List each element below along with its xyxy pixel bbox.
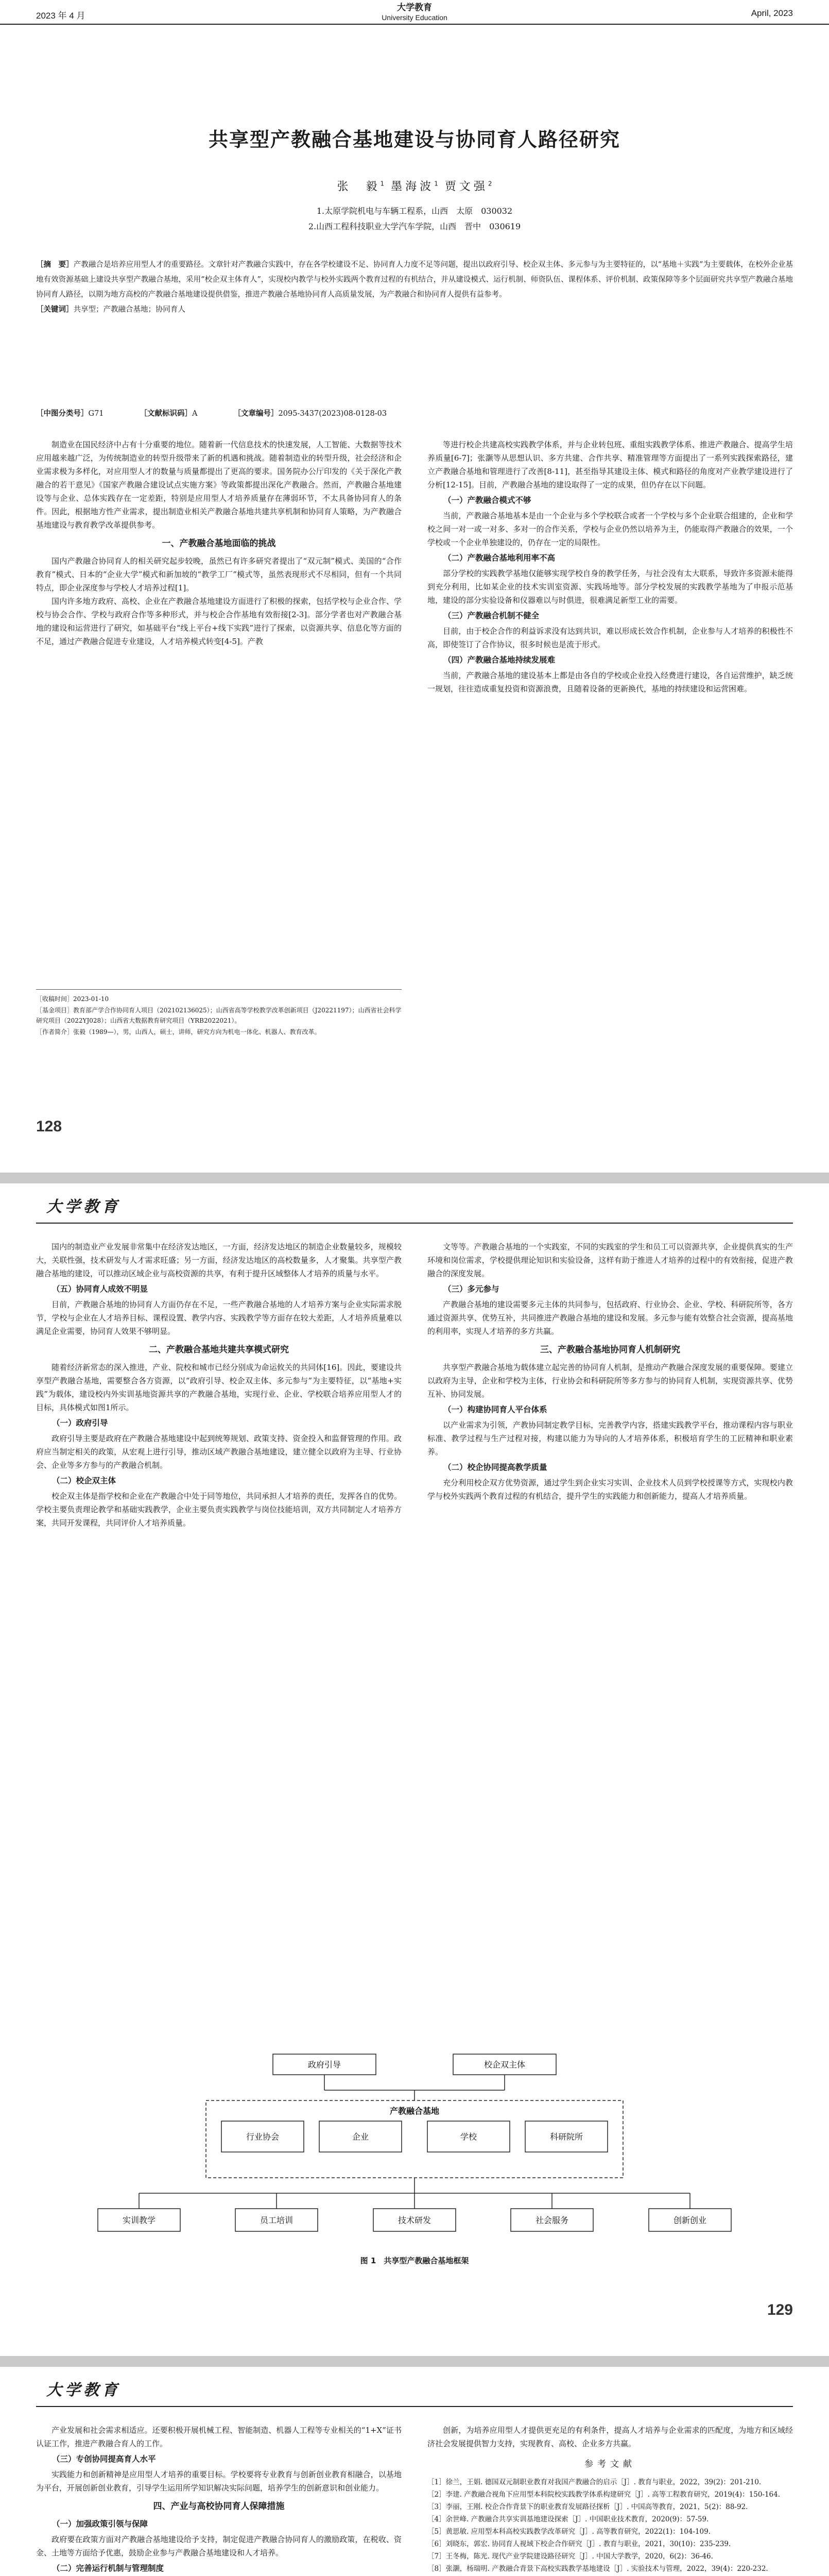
paragraph: 充分利用校企双方优势资源，通过学生到企业实习实训、企业技术人员到学校授课等方式，实现校内教学与校外实践两个教育过程的有机结合，提升学生的实践能力和创新能力，提高人才培养质量。 [427, 1478, 793, 1501]
reference-item: ［1］徐兰，王娟. 德国双元制职业教育对我国产教融合的启示［J］. 教育与职业，2022，39(2)：201-210. [427, 2478, 762, 2486]
reference-item: ［7］王冬梅，陈光. 现代产业学院建设路径研究［J］. 中国大学教学，2020，6(2)：36-46. [427, 2552, 713, 2561]
reference-item: ［3］李丽，王刚. 校企合作背景下的职业教育发展路径探析［J］. 中国高等教育，2021，5(2)：88-92. [427, 2503, 748, 2511]
subsection-heading: （五）协同育人成效不明显 [52, 1284, 148, 1294]
keywords-label: ［关键词］ [36, 306, 74, 314]
subsection-heading: （一）加强政策引领与保障 [52, 2519, 148, 2529]
page-number: 128 [36, 1118, 62, 1135]
diagram-label-institute: 科研院所 [549, 2132, 583, 2142]
body-columns [36, 2424, 793, 2576]
paragraph: 产业发展和社会需求相适应。还要积极开展机械工程、智能制造、机器人工程等专业相关的“1+X”证书认证工作，推进产教融合育人的工作。 [36, 2426, 402, 2448]
left-column [36, 438, 402, 696]
reference-item: ［8］张灏，杨瑞明. 产教融合背景下高校实践教学基地建设［J］. 实验技术与管理，2022，39(4)：220-232. [427, 2565, 768, 2573]
references-heading: 参考文献 [584, 2459, 636, 2469]
reference-item: ［6］刘晓东，郭宏. 协同育人视域下校企合作研究［J］. 教育与职业，2021，30(10)：235-239. [427, 2540, 731, 2548]
page-129 [0, 1183, 829, 2356]
affiliations [0, 204, 829, 234]
header-journal-en: University Education [382, 13, 447, 22]
header-journal [0, 3, 829, 23]
header-rule [36, 2406, 793, 2407]
left-column [36, 1240, 402, 1530]
paragraph: 创新，为培养应用型人才提供更充足的有利条件，提高人才培养与企业需求的匹配度，为地方和区域经济社会发展提供智力支持，实现教育、高校、企业多方共赢。 [427, 2426, 793, 2448]
figure-1 [36, 2049, 793, 2270]
article-no-value: 2095-3437(2023)08-0128-03 [278, 410, 387, 418]
abstract [36, 258, 793, 317]
subsection-heading: （二）校企双主体 [52, 1476, 116, 1485]
paragraph: 共享型产教融合基地为载体建立起完善的协同育人机制，是推动产教融合深度发展的重要保障。要建立以政府为主导，企业和学校为主体，行业协会和科研院所等多方参与的协同育人机制，实现资源共享、优势互补、协同发展。 [427, 1363, 793, 1399]
affiliation-line: 1.太原学院机电与车辆工程系，山西 太原 030032 [316, 206, 513, 216]
diagram-label-dual: 校企双主体 [483, 2060, 526, 2070]
author-affil-mark: 1 [434, 180, 438, 188]
section-heading: 二、产教融合基地共建共享模式研究 [149, 1345, 289, 1355]
subsection-heading: （三）专创协同提高育人水平 [52, 2454, 156, 2464]
page-130 [0, 2367, 829, 2576]
subsection-heading: （二）完善运行机制与管理制度 [52, 2564, 164, 2573]
paragraph: 随着经济新常态的深入推进，产业、院校和城市已经分别成为命运攸关的共同体[16]。因此，要建设共享型产教融合基地，需要整合各方资源，以“政府引导、校企双主体、多元参与”为主要特征，以“基地+实践”为载体，建设校内外实训基地资源共享的产教融合基地，实现行业、企业、学校联合培养应用型人才的目标，具体模式如图1所示。 [36, 1363, 402, 1412]
paragraph: 以产业需求为引领，产教协同制定教学目标，完善教学内容，搭建实践教学平台，推动课程内容与职业标准、教学过程与生产过程对接，构建以能力为导向的人才培养体系，积极培育学生的工匠精神和职业素养。 [427, 1420, 793, 1456]
abstract-text: 产教融合是培养应用型人才的重要路径。文章针对产教融合实践中，存在各学校建设不足、协同育人力度不足等问题，提出以政府引导、校企双主体、多元参与为主要特征的，以“基地＋实践”为主要载体，在校外企业基地有效资源基础上建设共享型产教融合基地，采用“校企双主体育人”，实现校内教学与校外实践两个教育过程的有机结合，并从建设模式、运行机制、师资队伍、课程体系、评价机制、政策保障等多个层面研究共享型产教融合基地协同育人路径，以期为地方高校的产教融合基地建设提供借鉴，推进产教融合基地协同育人高质量发展，为产教融合和协同育人提供有益参考。 [36, 261, 793, 299]
header-date: 2023 年 4 月 [36, 11, 85, 21]
subsection-heading: （一）构建协同育人平台体系 [443, 1405, 547, 1414]
paragraph: 国内许多地方政府、高校、企业在产教融合基地建设方面进行了积极的探索，包括学校与企业合作、学校与协会合作、学校与政府合作等多种形式，并与校企合作基地有效衔接[2-3]。部分学者也对产教融合基地的建设和运营进行了研究，如基础平台“线上平台+线下实践”进行了探索，以资源共享、信息化等方面的不足，通过产教融合促进专业建设，人才培养模式转变[4-5]。产教 [36, 597, 402, 646]
author-affil-mark: 2 [488, 180, 492, 188]
diagram-label-staff: 员工培训 [260, 2215, 293, 2225]
left-column [36, 2424, 402, 2576]
subsection-heading: （二）校企协同提高教学质量 [443, 1463, 547, 1472]
paragraph: 制造业在国民经济中占有十分重要的地位。随着新一代信息技术的快速发展，人工智能、大数据等技术应用越来越广泛，为传统制造业的转型升级带来了新的机遇和挑战。随着制造业的转型升级，社会经济和企业需求极为多样化，对应用型人才的数量与质量都提出了更高的要求。国务院办公厅印发的《关于深化产教融合的若干意见》《国家产教融合建设试点实施方案》等政策都提出深化产教融合。然而，产教融合基地建设等与企业、总体实践存在一定差距，特别是应用型人才培养质量存在薄弱环节，不太具备协同育人的条件。因此，根据地方性产业需求，提出制造业相关产教融合基地共建共享机制和协同育人策略，为产教融合基地建设与教育教学改革提供参考。 [36, 440, 402, 530]
clc-label: ［中图分类号］ [36, 410, 89, 418]
paragraph: 校企双主体是指学校和企业在产教融合中处于同等地位，共同承担人才培养的责任，发挥各自的优势。学校主要负责理论教学和基础实践教学，企业主要负责实践教学与岗位技能培训，双方共同制定人才培养方案，共同开发课程，共同评价人才培养质量。 [36, 1492, 402, 1528]
paragraph: 目前，由于校企合作的利益诉求没有达到共识，难以形成长效合作机制，企业参与人才培养的积极性不高，即使签订了合作协议，很多时候也是流于形式。 [427, 626, 793, 649]
body-columns [36, 438, 793, 696]
author-name: 贾文强 [444, 180, 488, 193]
diagram-label-innovation: 创新创业 [673, 2215, 707, 2225]
classification-line [36, 407, 793, 420]
reference-item: ［2］李建. 产教融合视角下应用型本科院校实践教学体系构建研究［J］. 高等工程教育研究，2019(4)：150-164. [427, 2490, 781, 2499]
journal-logo: 大学教育 [46, 2381, 120, 2399]
subsection-heading: （三）产教融合机制不健全 [443, 611, 540, 620]
paragraph: 政府引导主要是政府在产教融合基地建设中起到统筹规划、政策支持、资金投入和监督管理的作用。政府应当制定相关的政策，从宏观上进行引导，推动区域产教融合基地建设，建立健全以政府为主导、行业协会、企业等多方参与的产教融合机制。 [36, 1434, 402, 1470]
paragraph: 部分学校的实践教学基地仅能够实现学校自身的教学任务，与社会没有太大联系，导致许多资源未能得到充分利用，比如某企业的技术实训室资源、实践场地等。部分学校发展的实践教学基地为了申报示范基地，建设的部分实验设备和仪器难以与时俱进，很难满足新型工业的需要。 [427, 569, 793, 605]
page-number: 129 [767, 2301, 793, 2318]
diagram-label-enterprise: 企业 [352, 2132, 369, 2142]
paragraph: 文等等。产教融合基地的一个实践室，不同的实践室的学生和员工可以资源共享，企业提供真实的生产环境和岗位需求，学校提供理论知识和实验设备，这样有助于推进人才培养的过程中的有效衔接，促进产教融合的深度发展。 [427, 1242, 793, 1278]
diagram-label-base: 产教融合基地 [389, 2106, 440, 2116]
footnote-received: ［收稿时间］2023-01-10 [36, 995, 109, 1003]
right-column [427, 2424, 793, 2576]
doc-code-label: ［文献标识码］ [140, 410, 193, 418]
article-no-label: ［文章编号］ [233, 410, 279, 418]
diagram-label-training: 实训教学 [122, 2215, 156, 2225]
subsection-heading: （一）政府引导 [52, 1418, 108, 1428]
diagram-label-service: 社会服务 [535, 2215, 569, 2225]
keywords-text: 共享型；产教融合基地；协同育人 [73, 306, 185, 314]
journal-logo: 大学教育 [46, 1198, 120, 1216]
paragraph: 实践能力和创新精神是应用型人才培养的重要目标。学校要将专业教育与创新创业教育相融合，以基地为平台，开展创新创业教育，引导学生运用所学知识解决实际问题，培养学生的创新意识和创业能力。 [36, 2470, 402, 2493]
paragraph: 政府要在政策方面对产教融合基地建设给予支持，制定促进产教融合协同育人的激励政策，在税收、资金、土地等方面给予优惠，鼓励企业参与产教融合基地建设和人才培养。 [36, 2535, 402, 2557]
paragraph: 目前，产教融合基地的协同育人方面仍存在不足，一些产教融合基地的人才培养方案与企业实际需求脱节，学校与企业在人才培养目标、课程设置、教学内容、实践教学等方面存在较大差距，人才培养质量难以满足企业需要，协同育人效果不够明显。 [36, 1300, 402, 1336]
diagram-label-association: 行业协会 [246, 2132, 280, 2142]
paragraph: 当前，产教融合基地的建设基本上都是由各自的学校或企业投入经费进行建设，各自运营维护，缺乏统一规划，往往造成重复投资和资源浪费，且随着设备的更新换代，基地的持续建设和运营困难。 [427, 671, 793, 693]
article-title: 共享型产教融合基地建设与协同育人路径研究 [208, 128, 620, 151]
subsection-heading: （二）产教融合基地利用率不高 [443, 553, 556, 563]
right-column [427, 438, 793, 696]
header-rule [36, 1223, 793, 1224]
section-heading: 四、产业与高校协同育人保障措施 [153, 2501, 285, 2512]
doc-code-value: A [192, 410, 198, 418]
running-header [0, 0, 829, 25]
author-name: 张 毅 [337, 180, 381, 193]
affiliation-line: 2.山西工程科技职业大学汽车学院，山西 晋中 030619 [308, 222, 521, 231]
footnote-author: ［作者简介］张毅（1989—），男，山西人，硕士，讲师，研究方向为机电一体化、机器人、教育改革。 [36, 1028, 321, 1036]
footnotes [36, 989, 402, 1038]
author-line [0, 178, 829, 194]
paragraph: 当前，产教融合基地基本是由一个企业与多个学校联合或者一个学校与多个企业联合组建的，企业和学校之间一对一或一对多、多对一的合作关系，学校与企业仍然以培养为主，仍能取得产教融合的效果，一个学校或一个企业单独建设的，仍存在一定的局限性。 [427, 511, 793, 547]
header-journal-zh: 大学教育 [397, 3, 432, 13]
right-column [427, 1240, 793, 1530]
paragraph: 产教融合基地的建设需要多元主体的共同参与，包括政府、行业协会、企业、学校、科研院所等，各方通过资源共享、优势互补，共同推进产教融合基地的建设和发展。多元参与能有效整合社会资源，提高基地的利用率，实现人才培养的多方共赢。 [427, 1300, 793, 1336]
body-columns [36, 1240, 793, 1530]
reference-list [427, 2476, 793, 2576]
section-heading: 一、产教融合基地面临的挑战 [162, 538, 276, 549]
figure-caption: 图 1 共享型产教融合基地框架 [360, 2256, 469, 2265]
footnote-funding: ［基金项目］教育部产学合作协同育人项目（202102136025）；山西省高等学校教学改革创新项目（J20221197）；山西省社会科学研究项目（2022YJ028）；山西省大数据教育研究项目（YRB2022021）。 [36, 1007, 402, 1024]
subsection-heading: （一）产教融合模式不够 [443, 496, 531, 505]
reference-item: ［4］余世峰. 产教融合共享实训基地建设探索［J］. 中国职业技术教育，2020(9)：57-59. [427, 2515, 709, 2523]
author-name: 墨海波 [391, 180, 435, 193]
diagram-label-gov: 政府引导 [307, 2060, 341, 2070]
reference-item: ［5］黄思敏. 应用型本科高校实践教学改革研究［J］. 高等教育研究，2022(1)：104-109. [427, 2528, 711, 2536]
paragraph: 等进行校企共建高校实践教学体系，并与企业转包班、重组实践教学体系、推进产教融合、提高学生培养质量[6-7]；张灏等从思想认识、多方共建、合作共享、精准管理等方面提出了一系列实践探索路径，建立产教融合基地和管理进行了改善[8-11]，甚至指导其建设主体、模式和路径的角度对产业教学建设进行了分析[12-15]。目前，产教融合基地的建设取得了一定的成果，但仍存在以下问题。 [427, 440, 793, 489]
author-affil-mark: 1 [380, 180, 385, 188]
paragraph: 国内的制造业产业发展非常集中在经济发达地区，一方面，经济发达地区的制造企业数量较多，规模较大，关联性强，技术研发与人才需求旺盛；另一方面，经济发达地区的高校数量多，人才聚集。共享型产教融合基地的建设，可以推动区域企业与高校资源的共享，有利于提升区域整体人才培养的质量与水平。 [36, 1242, 402, 1278]
framework-diagram [36, 2049, 793, 2250]
diagram-label-school: 学校 [460, 2132, 477, 2142]
paragraph: 国内产教融合协同育人的相关研究起步较晚，虽然已有许多研究者提出了“双元制”模式、美国的“合作教育”模式、日本的“企业大学”模式和新加坡的“教学工厂”模式等，虽然表现形式不尽相同，但有一个共同特点，即企业深度参与学校人才培养过程[1]。 [36, 556, 402, 592]
abstract-label: ［摘 要］ [36, 261, 74, 269]
section-heading: 三、产教融合基地协同育人机制研究 [540, 1345, 680, 1355]
diagram-label-rd: 技术研发 [398, 2215, 431, 2225]
page-128 [0, 0, 829, 1173]
clc-value: G71 [88, 410, 104, 418]
header-date-en: April, 2023 [751, 8, 793, 18]
subsection-heading: （四）产教融合基地持续发展难 [443, 655, 556, 665]
subsection-heading: （三）多元参与 [443, 1284, 499, 1294]
